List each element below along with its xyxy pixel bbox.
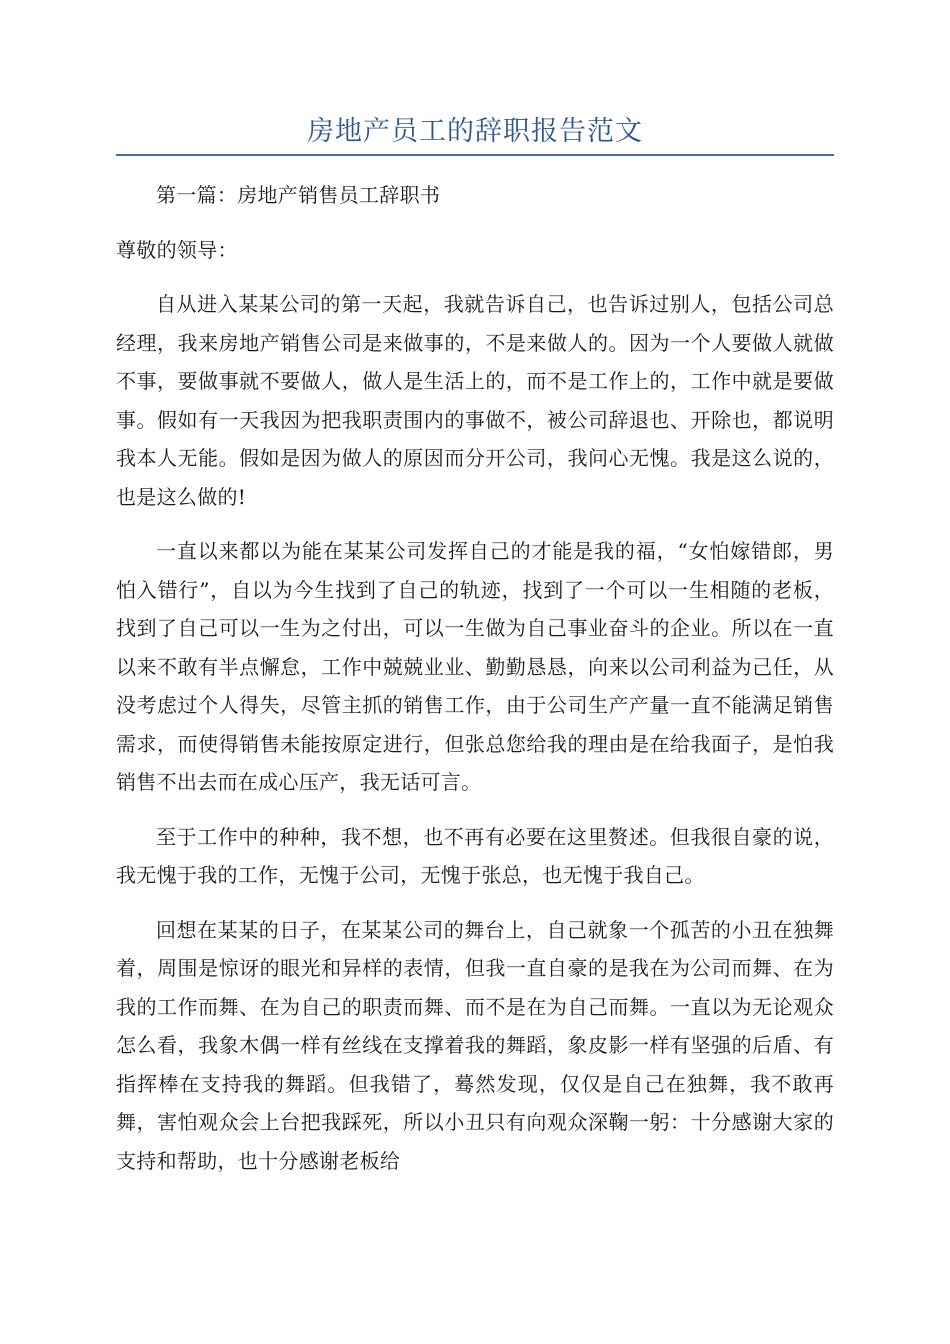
- salutation: 尊敬的领导：: [116, 237, 238, 262]
- body-paragraph: 回想在某某的日子，在某某公司的舞台上，自己就象一个孤苦的小丑在独舞着，周围是惊讶的眼光和异样的表情，但我一直自豪的是我在为公司而舞、在为我的工作而舞、在为自己的职责而舞、而不是在为自己而舞。一直以为无论观众怎么看，我象木偶一样有丝线在支撑着我的舞蹈，象皮影一样有坚强的后盾、有指挥棒在支持我的舞蹈。但我错了，蓦然发现，仅仅是自己在独舞，我不敢再舞，害怕观众会上台把我踩死，所以小丑只有向观众深鞠一躬：十分感谢大家的支持和帮助，也十分感谢老板给: [116, 917, 834, 1173]
- title-underline: [116, 154, 834, 156]
- body-paragraph: 一直以来都以为能在某某公司发挥自己的才能是我的福，“女怕嫁错郎，男怕入错行”，自以为今生找到了自己的轨迹，找到了一个可以一生相随的老板，找到了自己可以一生为之付出，可以一生做为自己事业奋斗的企业。所以在一直以来不敢有半点懈怠，工作中兢兢业业、勤勤恳恳，向来以公司利益为己任，从没考虑过个人得失，尽管主抓的销售工作，由于公司生产产量一直不能满足销售需求，而使得销售未能按原定进行，但张总您给我的理由是在给我面子，是怕我销售不出去而在成心压产，我无话可言。: [116, 539, 834, 794]
- section-heading: 第一篇：房地产销售员工辞职书: [156, 183, 441, 207]
- body-paragraph: 自从进入某某公司的第一天起，我就告诉自己，也告诉过别人，包括公司总经理，我来房地产销售公司是来做事的，不是来做人的。因为一个人要做人就做不事，要做事就不要做人，做人是生活上的，而不是工作上的，工作中就是要做事。假如有一天我因为把我职责围内的事做不，被公司辞退也、开除也，都说明我本人无能。假如是因为做人的原因而分开公司，我问心无愧。我是这么说的，也是这么做的!: [116, 292, 834, 509]
- document-body: [116, 176, 834, 1196]
- document-title: 房地产员工的辞职报告范文: [307, 116, 643, 147]
- body-paragraph: 至于工作中的种种，我不想，也不再有必要在这里赘述。但我很自豪的说，我无愧于我的工作，无愧于公司，无愧于张总，也无愧于我自己。: [116, 824, 834, 887]
